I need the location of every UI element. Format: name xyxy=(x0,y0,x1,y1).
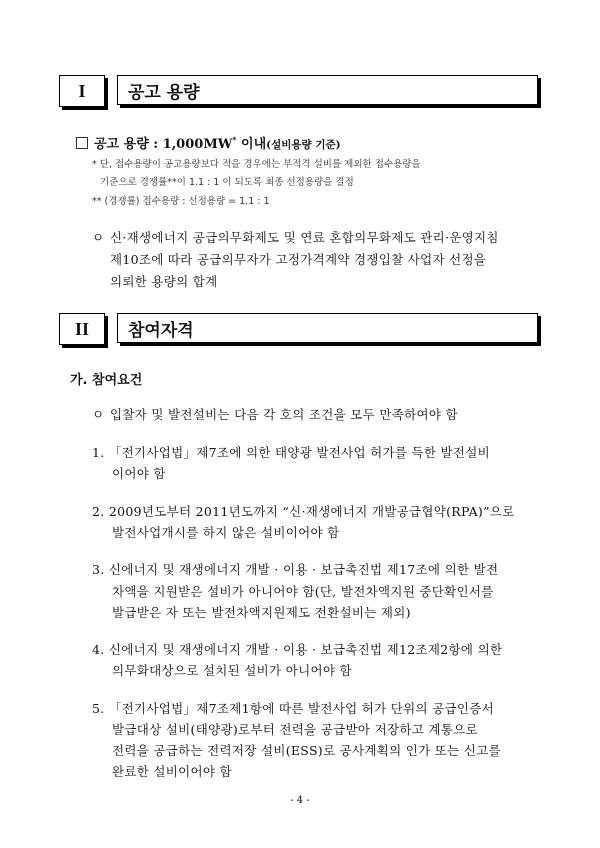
note-2: ** (경쟁률) 접수용량 : 선정용량 = 1.1 : 1 xyxy=(92,196,270,207)
paragraph-line-2: 제10조에 따라 공급의무자가 고정가격계약 경쟁입찰 사업자 선정을 xyxy=(110,252,487,267)
section-1-number: I xyxy=(59,75,105,107)
capacity-footnote-mark: * xyxy=(232,134,237,145)
capacity-basis: (설비용량 기준) xyxy=(266,139,341,151)
item-1-line-2: 이어야 함 xyxy=(112,466,166,481)
item-4-line-2: 의무화대상으로 설치된 설비가 아니어야 함 xyxy=(112,663,352,678)
paragraph-line-1-text: 신·재생에너지 공급의무화제도 및 연료 혼합의무화제도 관리·운영지침 xyxy=(110,230,499,245)
section-1-header xyxy=(59,75,542,111)
section-2-number: II xyxy=(59,313,105,345)
item-3-line-3: 발급받은 자 또는 발전차액지원제도 전환설비는 제외) xyxy=(112,605,411,620)
section-1-title: 공고 용량 xyxy=(117,75,538,105)
capacity-statement xyxy=(76,133,341,152)
item-5-line-4: 완료한 설비이어야 함 xyxy=(112,764,232,779)
item-2-line-1 xyxy=(92,502,515,520)
section-2-title: 참여자격 xyxy=(117,313,538,343)
subsection-heading: 가. 참여요건 xyxy=(70,373,143,388)
item-1-line-1 xyxy=(92,443,490,461)
item-5-line-2: 발급대상 설비(태양광)로부터 전력을 공급받아 저장하고 계통으로 xyxy=(112,722,478,737)
item-4-text: 신에너지 및 재생에너지 개발 · 이용 · 보급촉진법 제12조제2항에 의한 xyxy=(108,642,503,657)
item-3-line-1 xyxy=(92,560,498,578)
bullet-circle-icon: ㅇ xyxy=(92,407,105,422)
item-3-text: 신에너지 및 재생에너지 개발 · 이용 · 보급촉진법 제17조에 의한 발전 xyxy=(108,562,499,577)
item-5-line-1 xyxy=(92,699,494,717)
item-2-line-2: 발전사업개시를 하지 않은 설비이어야 함 xyxy=(112,525,340,540)
section-2-header xyxy=(59,313,542,349)
checkbox-square-icon xyxy=(76,137,88,149)
item-5-text: 「전기사업법」제7조제1항에 따른 발전사업 허가 단위의 공급인증서 xyxy=(108,701,495,716)
capacity-lead: 공고 용량 : 1,000MW xyxy=(94,137,233,152)
page-number: - 4 - xyxy=(290,795,310,806)
item-2-text: 2009년도부터 2011년도까지 “신·재생에너지 개발공급협약(RPA)”으로 xyxy=(108,504,515,519)
requirements-intro-text: 입찰자 및 발전설비는 다음 각 호의 조건을 모두 만족하여야 함 xyxy=(110,407,458,422)
item-3-line-2: 차액을 지원받은 설비가 아니어야 함(단, 발전차액지원 중단확인서를 xyxy=(112,584,494,599)
item-1-number: 1. xyxy=(92,445,105,460)
item-1-text: 「전기사업법」제7조에 의한 태양광 발전사업 허가를 득한 발전설비 xyxy=(108,445,491,460)
item-5-line-3: 전력을 공급하는 전력저장 설비(ESS)로 공사계획의 인가 또는 신고를 xyxy=(112,743,501,758)
item-4-line-1 xyxy=(92,640,502,658)
capacity-tail: 이내 xyxy=(236,137,267,152)
note-1-line-2: 기준으로 경쟁률**이 1.1 : 1 이 되도록 최종 선정용량을 결정 xyxy=(100,177,354,188)
paragraph-line-1 xyxy=(92,228,499,246)
requirements-intro xyxy=(92,405,458,423)
bullet-circle-icon: ㅇ xyxy=(92,230,105,245)
item-2-number: 2. xyxy=(92,504,105,519)
item-4-number: 4. xyxy=(92,642,105,657)
item-3-number: 3. xyxy=(92,562,105,577)
paragraph-line-3: 의뢰한 용량의 합계 xyxy=(110,274,218,289)
note-1-line-1: * 단, 접수용량이 공고용량보다 적을 경우에는 부적격 설비를 제외한 접수용량을 xyxy=(92,159,421,170)
item-5-number: 5. xyxy=(92,701,105,716)
